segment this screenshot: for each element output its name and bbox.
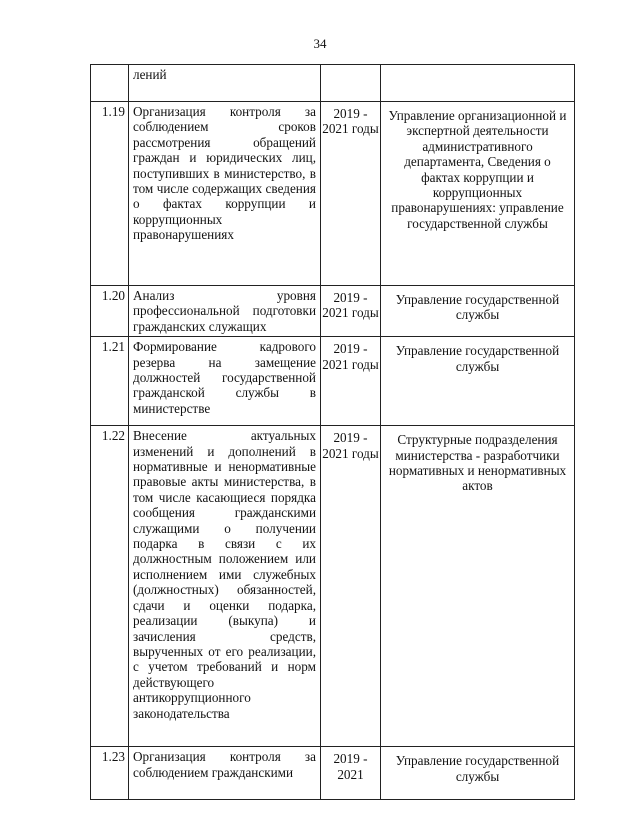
item-description: лений (129, 65, 321, 102)
item-description: Организация контроля за соблюдением сроков рассмотрения обращений граждан и юридических лиц, поступивших в министерство, в том числе содержащих сведения о фактах коррупции и коррупционных правонарушениях (129, 102, 321, 286)
item-number: 1.21 (91, 337, 129, 426)
item-term: 2019 - 2021 годы (321, 337, 381, 426)
table-row (91, 65, 575, 102)
table-row (91, 747, 575, 800)
item-executor: Управление государственной службы (381, 337, 575, 426)
item-number: 1.20 (91, 286, 129, 337)
item-number: 1.19 (91, 102, 129, 286)
item-executor: Управление государственной службы (381, 747, 575, 800)
table-row (91, 337, 575, 426)
table-row (91, 426, 575, 747)
item-term: 2019 - 2021 годы (321, 286, 381, 337)
item-executor (381, 65, 575, 102)
item-term: 2019 - 2021 годы (321, 426, 381, 747)
item-description: Формирование кадрового резерва на замещение должностей государственной гражданской службы в министерстве (129, 337, 321, 426)
action-plan-table (90, 64, 575, 800)
item-description: Внесение актуальных изменений и дополнений в нормативные и ненормативные правовые акты министерства, в том числе касающиеся порядка сообщения гражданскими служащими о получении подарка в связи с их должностным положением или исполнением ими служебных (должностных) обязанностей, сдачи и оценки подарка, реализации (выкупа) и зачисления средств, вырученных от его реализации, с учетом требований и норм действующего антикоррупционного законодательства (129, 426, 321, 747)
item-number: 1.22 (91, 426, 129, 747)
item-description: Организация контроля за соблюдением гражданскими (129, 747, 321, 800)
item-description: Анализ уровня профессиональной подготовки гражданских служащих (129, 286, 321, 337)
page-number: 34 (313, 36, 327, 51)
table-row (91, 102, 575, 286)
item-term: 2019 - 2021 годы (321, 102, 381, 286)
item-term (321, 65, 381, 102)
item-executor: Управление государственной службы (381, 286, 575, 337)
item-number (91, 65, 129, 102)
item-term: 2019 - 2021 (321, 747, 381, 800)
item-executor: Управление организационной и экспертной деятельности административного департамента, Сведения о фактах коррупции и коррупционных правонарушениях: управление государственной службы (381, 102, 575, 286)
item-number: 1.23 (91, 747, 129, 800)
item-executor: Структурные подразделения министерства - разработчики нормативных и ненормативных актов (381, 426, 575, 747)
table-row (91, 286, 575, 337)
